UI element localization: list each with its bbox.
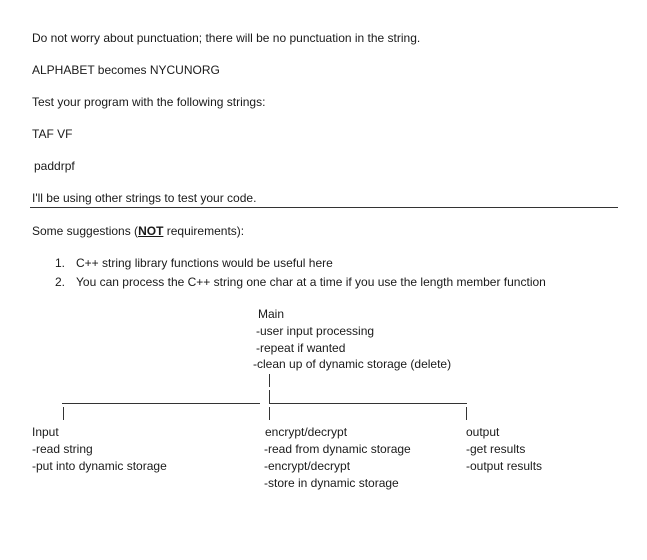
suggestions-heading	[32, 224, 244, 238]
list-item: You can process the C++ string one char at a time if you use the length member function	[76, 275, 546, 289]
test-intro: Test your program with the following strings:	[32, 95, 266, 109]
test-string-1: TAF VF	[32, 127, 73, 141]
input-connector	[63, 407, 64, 420]
other-strings-note: I'll be using other strings to test your code.	[32, 191, 257, 205]
crypt-line: -read from dynamic storage	[264, 442, 411, 456]
section-divider	[30, 207, 618, 208]
input-title: Input	[32, 425, 59, 439]
center-connector	[269, 390, 270, 404]
suggestions-suffix: requirements):	[163, 224, 245, 238]
output-line: -output results	[466, 459, 543, 473]
list-item-number: 1.	[55, 256, 66, 270]
input-line: -read string	[32, 442, 93, 456]
right-branch-line	[270, 403, 467, 404]
main-line: -user input processing	[256, 324, 375, 338]
crypt-title: encrypt/decrypt	[265, 425, 348, 439]
example-line: ALPHABET becomes NYCUNORG	[32, 63, 220, 77]
main-line: -clean up of dynamic storage (delete)	[253, 357, 452, 371]
output-line: -get results	[466, 442, 526, 456]
main-connector	[269, 374, 270, 387]
list-item: C++ string library functions would be useful here	[76, 256, 333, 270]
output-connector	[466, 407, 467, 420]
crypt-connector	[269, 407, 270, 420]
list-item-number: 2.	[55, 275, 66, 289]
test-string-2: paddrpf	[34, 159, 75, 173]
punctuation-note: Do not worry about punctuation; there will be no punctuation in the string.	[32, 31, 421, 45]
output-title: output	[466, 425, 500, 439]
main-line: -repeat if wanted	[256, 341, 346, 355]
suggestions-emphasis: NOT	[138, 224, 164, 238]
crypt-line: -store in dynamic storage	[264, 476, 399, 490]
crypt-line: -encrypt/decrypt	[264, 459, 351, 473]
input-line: -put into dynamic storage	[32, 459, 167, 473]
main-title: Main	[258, 307, 285, 321]
suggestions-prefix: Some suggestions (	[32, 224, 139, 238]
left-branch-line	[62, 403, 260, 404]
